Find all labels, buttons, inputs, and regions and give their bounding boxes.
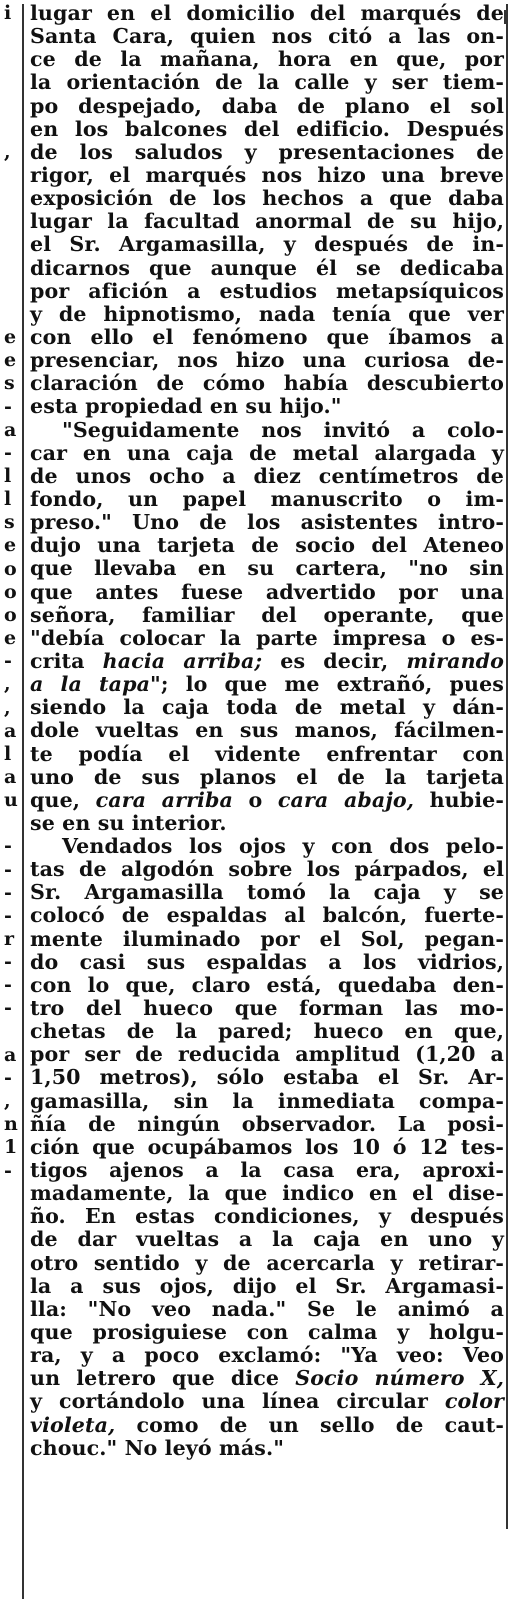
line-text: fondo, un papel manuscrito o im- [30, 486, 504, 511]
italic-text: hacia arriba; [102, 648, 263, 673]
neighbor-fragment: s [4, 372, 15, 395]
neighbor-fragment: o [4, 580, 17, 603]
neighbor-fragment: - [4, 997, 12, 1020]
line-text: tro del hueco que forman las mo- [30, 996, 504, 1021]
column-rule-right-tick [504, 10, 506, 24]
line-text: madamente, la que indico en el dise- [30, 1181, 504, 1206]
line-text: o [232, 787, 278, 812]
line-text: preso." Uno de los asistentes intro- [30, 510, 504, 535]
article-line [30, 627, 504, 650]
italic-text: violeta, [30, 1412, 116, 1437]
article-line [30, 604, 504, 627]
line-text: ño. En estas condiciones, y después [30, 1204, 504, 1229]
line-text: que prosiguiese con calma y holgu- [30, 1320, 504, 1345]
line-text: "debía colocar la parte impresa o es- [30, 625, 504, 650]
article-line [30, 743, 504, 766]
neighbor-fragment: e [4, 349, 17, 372]
neighbor-fragment: l [4, 488, 12, 511]
line-text: y cortándolo una línea circular [30, 1389, 445, 1414]
line-text: lla: "No veo nada." Se le animó a [30, 1296, 504, 1321]
line-text: dujo una tarjeta de socio del Ateneo [30, 533, 504, 558]
line-text: crita [30, 648, 103, 673]
column-rule-right [506, 4, 508, 1529]
line-text: gamasilla, sin la inmediata compa- [30, 1088, 504, 1113]
article-line [30, 349, 504, 372]
neighbor-fragment: - [4, 650, 12, 673]
article-line [30, 326, 504, 349]
line-text: te podía el vidente enfrentar con [30, 741, 504, 766]
article-line [30, 766, 504, 789]
neighbor-fragment: n [4, 1113, 18, 1136]
line-text: por afición a estudios metapsíquicos [30, 278, 504, 303]
neighbor-fragment: - [4, 974, 12, 997]
line-text: la orientación de la calle y ser tiem- [30, 70, 504, 95]
line-text: chetas de la pared; hueco en que, [30, 1019, 504, 1044]
article-line [30, 372, 504, 395]
article-line [30, 1367, 504, 1390]
line-text: que, [30, 787, 96, 812]
neighbor-fragment: , [4, 696, 11, 719]
line-text: ción que ocupábamos los 10 ó 12 tes- [30, 1134, 504, 1159]
line-text: tas de algodón sobre los párpados, el [30, 857, 504, 882]
neighbor-fragment: - [4, 881, 12, 904]
neighbor-fragment: - [4, 1159, 12, 1182]
article-line [30, 928, 504, 951]
line-text: de los saludos y presentaciones de [30, 139, 504, 164]
article-line [30, 1205, 504, 1228]
line-text: de dar vueltas a la caja en uno y [30, 1227, 504, 1252]
article-line [30, 488, 504, 511]
line-text: ce de la mañana, hora en que, por [30, 47, 504, 72]
article-line [30, 187, 504, 210]
italic-text: a la tapa [30, 672, 151, 697]
line-text: "; lo que me extrañó, pues [150, 672, 504, 697]
neighbor-fragment: - [4, 951, 12, 974]
article-line [30, 1321, 504, 1344]
line-text: es decir, [262, 648, 407, 673]
line-text: como de un sello de caut- [115, 1412, 504, 1437]
line-text: lugar la facultad anormal de su hijo, [30, 209, 504, 234]
italic-text: color [444, 1389, 504, 1414]
article-line [30, 1344, 504, 1367]
line-text: claración de cómo había descubierto [30, 371, 504, 396]
article-line [30, 210, 504, 233]
article-line [30, 557, 504, 580]
article-line [30, 95, 504, 118]
neighbor-fragment: - [4, 1066, 12, 1089]
line-text: con lo que, claro está, quedaba den- [30, 972, 504, 997]
article-line [30, 581, 504, 604]
article-line [30, 71, 504, 94]
article-line [30, 465, 504, 488]
article-line [30, 1043, 504, 1066]
neighbor-fragment: i [4, 2, 12, 24]
article-line [30, 25, 504, 48]
article-line [30, 1113, 504, 1136]
line-text: Santa Cara, quien nos citó a las on- [30, 24, 504, 49]
article-line [30, 1437, 504, 1460]
article-line [30, 1252, 504, 1275]
neighbor-fragment: - [4, 858, 12, 881]
article-line [30, 1298, 504, 1321]
article-line [30, 881, 504, 904]
neighbor-fragment: a [4, 719, 17, 742]
neighbor-fragment: o [4, 603, 17, 626]
article-line [30, 395, 504, 418]
article-line [30, 164, 504, 187]
line-text: señora, familiar del operante, que [30, 602, 504, 627]
article-line [30, 1228, 504, 1251]
article-line [30, 673, 504, 696]
neighbor-fragment: - [4, 395, 12, 418]
article-line [30, 1275, 504, 1298]
line-text: dole vueltas en sus manos, fácilmen- [30, 718, 504, 743]
line-text: mente iluminado por el Sol, pegan- [30, 926, 504, 951]
article-line [30, 303, 504, 326]
line-text: chouc." No leyó más." [30, 1435, 285, 1460]
article-line [30, 511, 504, 534]
line-text: "Seguidamente nos invitó a colo- [62, 417, 504, 442]
italic-text: mirando [406, 648, 504, 673]
neighbor-fragment: - [4, 904, 12, 927]
article-line [30, 1414, 504, 1437]
article-line [30, 974, 504, 997]
column-rule-left [22, 4, 24, 1599]
line-text: ñía de ningún observador. La posi- [30, 1111, 504, 1136]
article-line [30, 719, 504, 742]
article-line [30, 141, 504, 164]
neighbor-fragment: 1 [4, 1136, 18, 1159]
article-line [30, 997, 504, 1020]
neighbor-fragment: l [4, 465, 12, 487]
article-line [30, 2, 504, 25]
italic-text: cara abajo, [277, 787, 414, 812]
line-text: colocó de espaldas al balcón, fuerte- [30, 903, 504, 928]
article-column [30, 2, 504, 1460]
line-text: Sr. Argamasilla tomó la caja y se [30, 880, 504, 905]
line-text: se en su interior. [30, 810, 227, 835]
italic-text: Socio número X, [295, 1366, 504, 1391]
neighbor-fragment: l [4, 742, 12, 765]
line-text: que llevaba en su cartera, "no sin [30, 556, 504, 581]
line-text: car en una caja de metal alargada y [30, 440, 504, 465]
line-text: uno de sus planos el de la tarjeta [30, 764, 504, 789]
article-line [30, 904, 504, 927]
neighbor-fragment: e [4, 326, 17, 349]
article-line [30, 257, 504, 280]
article-line [30, 442, 504, 465]
line-text: exposición de los hechos a que daba [30, 186, 504, 211]
article-line [30, 789, 504, 812]
line-text: lugar en el domicilio del marqués de [30, 1, 504, 25]
line-text: 1,50 metros), sólo estaba el Sr. Ar- [30, 1065, 504, 1090]
line-text: y de hipnotismo, nada tenía que ver [30, 301, 504, 326]
line-text: Vendados los ojos y con dos pelo- [62, 834, 504, 859]
line-text: otro sentido y de acercarla y retirar- [30, 1250, 504, 1275]
neighbor-fragment: e [4, 627, 17, 650]
line-text: en los balcones del edificio. Después [30, 116, 504, 141]
article-line [30, 233, 504, 256]
line-text: rigor, el marqués nos hizo una breve [30, 162, 504, 187]
article-line [30, 951, 504, 974]
line-text: un letrero que dice [30, 1366, 296, 1391]
neighbor-fragment: o [4, 557, 17, 580]
article-line [30, 1182, 504, 1205]
neighbor-fragment: , [4, 1090, 11, 1113]
neighbor-fragment: u [4, 789, 18, 812]
line-text: presenciar, nos hizo una curiosa de- [30, 348, 504, 373]
neighbor-fragment: - [4, 441, 12, 464]
line-text: por ser de reducida amplitud (1,20 a [30, 1042, 504, 1067]
article-line [30, 419, 504, 442]
line-text: siendo la caja toda de metal y dán- [30, 695, 504, 720]
line-text: ra, y a poco exclamó: "Ya veo: Veo [30, 1343, 504, 1368]
article-line [30, 1090, 504, 1113]
article-line [30, 696, 504, 719]
neighbor-fragment: a [4, 418, 17, 441]
article-line [30, 48, 504, 71]
neighbor-fragment: , [4, 140, 11, 163]
article-line [30, 1136, 504, 1159]
article-line [30, 1020, 504, 1043]
line-text: esta propiedad en su hijo." [30, 394, 342, 419]
article-line [30, 1390, 504, 1413]
line-text: tigos ajenos a la casa era, aproxi- [30, 1158, 504, 1183]
neighbor-fragment: s [4, 511, 15, 534]
neighbor-column-fragments [0, 0, 20, 1600]
neighbor-fragment: - [4, 835, 12, 858]
line-text: dicarnos que aunque él se dedicaba [30, 255, 504, 280]
neighbor-fragment: , [4, 673, 11, 696]
article-line [30, 280, 504, 303]
line-text: con ello el fenómeno que íbamos a [30, 324, 504, 349]
neighbor-fragment: r [4, 928, 15, 950]
article-line [30, 858, 504, 881]
neighbor-fragment: a [4, 1043, 17, 1066]
article-line [30, 650, 504, 673]
line-text: la a sus ojos, dijo el Sr. Argamasi- [30, 1273, 504, 1298]
italic-text: cara arriba [95, 787, 233, 812]
line-text: que antes fuese advertido por una [30, 579, 504, 604]
line-text: do casi sus espaldas a los vidrios, [30, 949, 504, 974]
article-line [30, 118, 504, 141]
neighbor-fragment: a [4, 765, 17, 788]
line-text: po despejado, daba de plano el sol [30, 93, 504, 118]
line-text: de unos ocho a diez centímetros de [30, 463, 504, 488]
article-line [30, 812, 504, 835]
neighbor-fragment: e [4, 534, 17, 557]
article-line [30, 835, 504, 858]
article-line [30, 1159, 504, 1182]
article-line [30, 1066, 504, 1089]
line-text: el Sr. Argamasilla, y después de in- [30, 232, 504, 257]
line-text: hubie- [414, 787, 504, 812]
article-line [30, 534, 504, 557]
